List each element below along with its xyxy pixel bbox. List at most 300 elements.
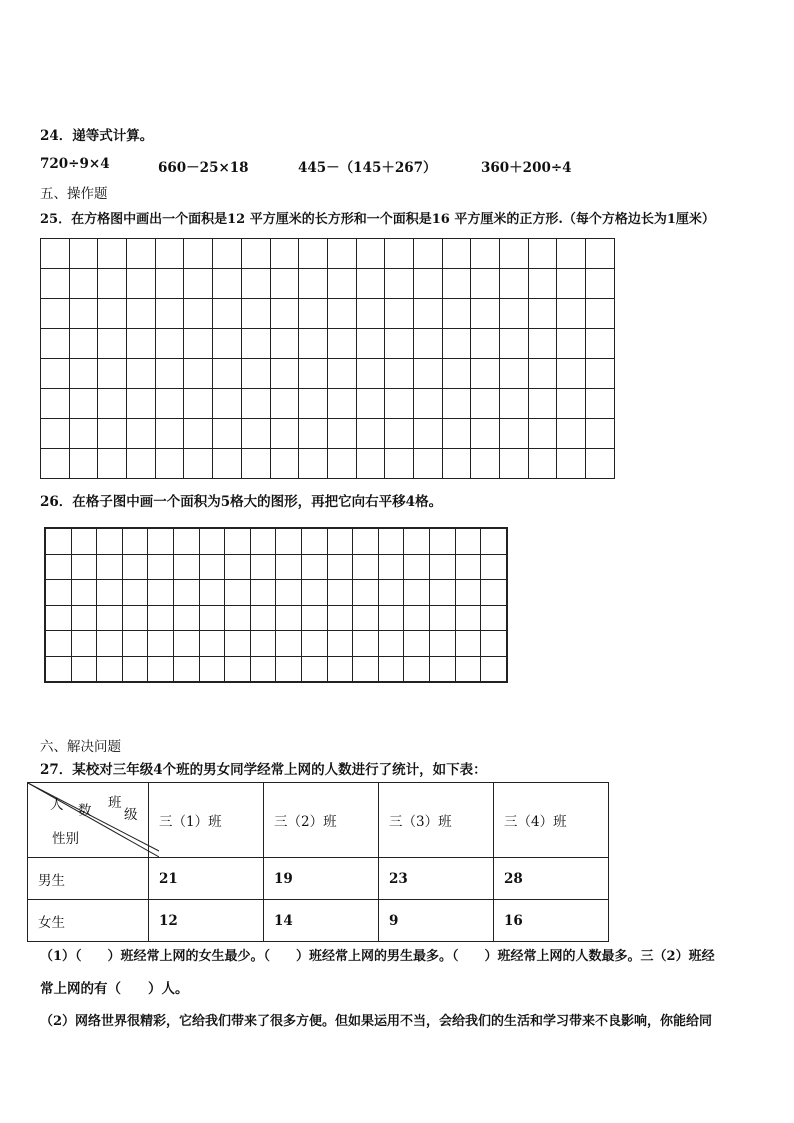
grid-cell [378, 528, 404, 554]
grid-cell [429, 528, 455, 554]
grid-cell [557, 299, 586, 329]
section-5-title: 五、操作题 [40, 186, 108, 202]
grid-cell [442, 419, 471, 449]
grid-cell [327, 580, 353, 606]
grid-cell [481, 656, 507, 682]
grid-cell [213, 449, 242, 479]
grid-cell [404, 528, 430, 554]
grid-cell [71, 528, 97, 554]
grid-cell [356, 449, 385, 479]
grid-cell [429, 580, 455, 606]
grid-cell [299, 239, 328, 269]
grid-cell [413, 329, 442, 359]
table-cell: 14 [264, 900, 379, 942]
grid-cell [500, 419, 529, 449]
grid-cell [557, 269, 586, 299]
grid-cell [213, 329, 242, 359]
grid-cell [127, 329, 156, 359]
grid-cell [429, 656, 455, 682]
grid-cell [299, 269, 328, 299]
grid-cell [586, 449, 615, 479]
grid-cell [225, 631, 251, 657]
grid-row [41, 449, 615, 479]
grid-cell [471, 239, 500, 269]
question-27-part-2: （2）网络世界很精彩，它给我们带来了很多方便。但如果运用不当，会给我们的生活和学习带来不良影响，你能给同 [40, 1014, 713, 1029]
table-cell: 9 [379, 900, 494, 942]
grid-cell [327, 329, 356, 359]
grid-cell [225, 580, 251, 606]
grid-cell [241, 239, 270, 269]
grid-cell [299, 359, 328, 389]
grid-cell [148, 605, 174, 631]
grid-row [45, 554, 507, 580]
table-cell: 23 [379, 858, 494, 900]
row-label-boys: 男生 [28, 858, 149, 900]
grid-cell [41, 419, 70, 449]
grid-cell [353, 656, 379, 682]
grid-cell [71, 605, 97, 631]
grid-cell [429, 554, 455, 580]
grid-cell [148, 631, 174, 657]
grid-cell [241, 329, 270, 359]
grid-cell [270, 389, 299, 419]
corner-label-class-b: 级 [124, 807, 138, 823]
grid-cell [404, 554, 430, 580]
grid-cell [270, 239, 299, 269]
grid-cell [356, 299, 385, 329]
grid-cell [155, 359, 184, 389]
grid-cell [148, 580, 174, 606]
grid-cell [148, 528, 174, 554]
grid-cell [385, 269, 414, 299]
grid-cell [184, 419, 213, 449]
grid-cell [353, 631, 379, 657]
grid-cell [155, 419, 184, 449]
grid-cell [97, 580, 123, 606]
corner-diagonal-lines [28, 783, 159, 858]
grid-cell [122, 605, 148, 631]
grid-cell [45, 605, 71, 631]
grid-cell [98, 389, 127, 419]
grid-cell [528, 299, 557, 329]
grid-cell [71, 580, 97, 606]
question-24-title: 24．递等式计算。 [40, 128, 154, 144]
grid-cell [404, 631, 430, 657]
grid-cell [442, 299, 471, 329]
grid-26 [44, 527, 508, 683]
grid-cell [71, 554, 97, 580]
grid-cell [429, 631, 455, 657]
grid-cell [213, 389, 242, 419]
table-header-cell: 三（2）班 [264, 783, 379, 858]
grid-cell [528, 239, 557, 269]
grid-row [41, 419, 615, 449]
grid-cell [471, 359, 500, 389]
grid-cell [155, 389, 184, 419]
grid-cell [299, 299, 328, 329]
grid-cell [98, 299, 127, 329]
grid-cell [301, 656, 327, 682]
grid-cell [97, 528, 123, 554]
grid-row [41, 299, 615, 329]
grid-cell [270, 299, 299, 329]
grid-cell [442, 329, 471, 359]
table-cell: 28 [494, 858, 609, 900]
grid-cell [213, 299, 242, 329]
grid-cell [276, 631, 302, 657]
grid-cell [199, 605, 225, 631]
grid-cell [385, 449, 414, 479]
grid-cell [299, 419, 328, 449]
table-row [28, 858, 609, 900]
grid-cell [528, 449, 557, 479]
expression-2: 660－25×18 [158, 160, 249, 176]
grid-cell [356, 329, 385, 359]
grid-cell [528, 389, 557, 419]
grid-cell [481, 631, 507, 657]
grid-cell [97, 656, 123, 682]
grid-cell [127, 419, 156, 449]
grid-cell [442, 389, 471, 419]
grid-cell [122, 528, 148, 554]
grid-cell [500, 269, 529, 299]
grid-cell [155, 269, 184, 299]
grid-cell [122, 631, 148, 657]
grid-cell [199, 631, 225, 657]
grid-cell [442, 239, 471, 269]
grid-cell [173, 528, 199, 554]
grid-cell [69, 269, 98, 299]
grid-cell [327, 554, 353, 580]
grid-cell [353, 580, 379, 606]
grid-cell [155, 239, 184, 269]
grid-cell [127, 269, 156, 299]
grid-cell [213, 239, 242, 269]
grid-cell [213, 269, 242, 299]
grid-cell [199, 656, 225, 682]
grid-cell [481, 605, 507, 631]
grid-cell [301, 528, 327, 554]
grid-cell [241, 419, 270, 449]
grid-cell [276, 605, 302, 631]
grid-cell [404, 580, 430, 606]
grid-cell [586, 239, 615, 269]
grid-row [41, 359, 615, 389]
grid-row [45, 580, 507, 606]
grid-cell [586, 299, 615, 329]
grid-cell [385, 239, 414, 269]
grid-cell [225, 605, 251, 631]
grid-cell [41, 359, 70, 389]
corner-label-class-a: 班 [108, 795, 122, 811]
grid-cell [356, 239, 385, 269]
grid-cell [327, 449, 356, 479]
grid-cell [276, 656, 302, 682]
grid-cell [98, 449, 127, 479]
grid-cell [557, 389, 586, 419]
grid-cell [241, 359, 270, 389]
grid-row [45, 528, 507, 554]
grid-cell [45, 554, 71, 580]
corner-label-people: 人 [50, 797, 64, 813]
grid-cell [455, 656, 481, 682]
grid-cell [471, 329, 500, 359]
grid-cell [471, 299, 500, 329]
grid-cell [98, 359, 127, 389]
grid-cell [353, 528, 379, 554]
table-header-row [28, 783, 609, 858]
grid-cell [378, 656, 404, 682]
grid-cell [404, 605, 430, 631]
grid-cell [276, 580, 302, 606]
grid-cell [71, 656, 97, 682]
grid-cell [250, 656, 276, 682]
question-27-part-1-line-1: （1）（ ）班经常上网的女生最少。（ ）班经常上网的男生最多。（ ）班经常上网的人数最多。三（2）班经 [40, 949, 715, 964]
grid-cell [41, 269, 70, 299]
grid-cell [213, 419, 242, 449]
grid-cell [225, 656, 251, 682]
grid-cell [500, 329, 529, 359]
grid-cell [69, 419, 98, 449]
grid-cell [98, 419, 127, 449]
grid-cell [557, 359, 586, 389]
question-26-title: 26．在格子图中画一个面积为5格大的图形，再把它向右平移4格。 [40, 494, 443, 510]
grid-cell [45, 656, 71, 682]
corner-label-count: 数 [78, 803, 92, 819]
grid-cell [586, 419, 615, 449]
grid-cell [385, 359, 414, 389]
grid-cell [155, 449, 184, 479]
grid-row [45, 656, 507, 682]
grid-cell [97, 631, 123, 657]
grid-cell [276, 554, 302, 580]
grid-row [41, 389, 615, 419]
grid-cell [327, 656, 353, 682]
grid-cell [327, 269, 356, 299]
grid-cell [500, 449, 529, 479]
table-cell: 16 [494, 900, 609, 942]
grid-cell [327, 389, 356, 419]
grid-cell [404, 656, 430, 682]
grid-cell [455, 631, 481, 657]
table-cell: 19 [264, 858, 379, 900]
grid-cell [385, 389, 414, 419]
grid-cell [184, 359, 213, 389]
grid-cell [148, 656, 174, 682]
grid-cell [327, 359, 356, 389]
statistics-table [27, 782, 609, 942]
section-6-title: 六、解决问题 [40, 739, 121, 755]
grid-cell [122, 554, 148, 580]
grid-cell [98, 329, 127, 359]
grid-cell [299, 449, 328, 479]
grid-cell [455, 528, 481, 554]
grid-cell [270, 449, 299, 479]
grid-cell [413, 239, 442, 269]
grid-cell [301, 554, 327, 580]
grid-cell [586, 269, 615, 299]
grid-cell [155, 329, 184, 359]
grid-cell [327, 605, 353, 631]
grid-cell [45, 528, 71, 554]
grid-cell [41, 239, 70, 269]
table-row [28, 900, 609, 942]
grid-cell [301, 605, 327, 631]
expression-4: 360＋200÷4 [481, 160, 572, 176]
grid-cell [413, 359, 442, 389]
grid-cell [586, 329, 615, 359]
row-label-girls: 女生 [28, 900, 149, 942]
grid-row [41, 239, 615, 269]
grid-cell [199, 554, 225, 580]
grid-cell [127, 299, 156, 329]
grid-cell [353, 605, 379, 631]
grid-cell [270, 329, 299, 359]
corner-label-gender: 性别 [52, 831, 79, 847]
grid-cell [173, 580, 199, 606]
grid-cell [199, 528, 225, 554]
grid-cell [184, 449, 213, 479]
grid-cell [69, 329, 98, 359]
grid-cell [71, 631, 97, 657]
grid-cell [213, 359, 242, 389]
grid-cell [173, 631, 199, 657]
grid-cell [378, 554, 404, 580]
grid-cell [385, 419, 414, 449]
expression-3: 445－（145＋267） [298, 160, 437, 176]
table-header-cell: 三（3）班 [379, 783, 494, 858]
grid-cell [122, 656, 148, 682]
grid-cell [413, 449, 442, 479]
grid-cell [69, 359, 98, 389]
grid-cell [471, 389, 500, 419]
grid-cell [299, 329, 328, 359]
grid-cell [41, 389, 70, 419]
grid-cell [184, 239, 213, 269]
grid-cell [586, 359, 615, 389]
grid-cell [122, 580, 148, 606]
grid-cell [241, 449, 270, 479]
grid-cell [385, 299, 414, 329]
grid-cell [455, 605, 481, 631]
grid-cell [442, 269, 471, 299]
grid-cell [173, 554, 199, 580]
grid-cell [557, 449, 586, 479]
grid-cell [97, 605, 123, 631]
grid-cell [98, 269, 127, 299]
grid-cell [557, 329, 586, 359]
grid-cell [199, 580, 225, 606]
table-header-cell: 三（4）班 [494, 783, 609, 858]
grid-cell [301, 580, 327, 606]
grid-cell [481, 580, 507, 606]
grid-cell [413, 389, 442, 419]
grid-cell [127, 449, 156, 479]
grid-cell [327, 631, 353, 657]
grid-row [41, 329, 615, 359]
grid-cell [429, 605, 455, 631]
grid-cell [45, 631, 71, 657]
grid-cell [385, 329, 414, 359]
grid-cell [148, 554, 174, 580]
grid-cell [250, 554, 276, 580]
grid-cell [586, 389, 615, 419]
grid-cell [225, 554, 251, 580]
grid-cell [356, 269, 385, 299]
grid-cell [41, 449, 70, 479]
grid-row [41, 269, 615, 299]
grid-cell [184, 329, 213, 359]
grid-cell [442, 359, 471, 389]
question-27-title: 27．某校对三年级4个班的男女同学经常上网的人数进行了统计，如下表： [40, 762, 487, 778]
grid-cell [98, 239, 127, 269]
grid-cell [173, 605, 199, 631]
question-27-part-1-line-2: 常上网的有（ ）人。 [40, 981, 189, 997]
grid-cell [184, 389, 213, 419]
question-25-title: 25．在方格图中画出一个面积是12 平方厘米的长方形和一个面积是16 平方厘米的正方形.（每个方格边长为1厘米） [40, 212, 715, 227]
grid-cell [250, 528, 276, 554]
table-cell: 12 [149, 900, 264, 942]
grid-cell [327, 419, 356, 449]
grid-cell [127, 239, 156, 269]
grid-cell [173, 656, 199, 682]
grid-cell [299, 389, 328, 419]
grid-cell [69, 449, 98, 479]
grid-cell [378, 580, 404, 606]
grid-cell [481, 528, 507, 554]
grid-cell [500, 389, 529, 419]
grid-cell [250, 631, 276, 657]
grid-cell [378, 605, 404, 631]
table-header-cell: 三（1）班 [149, 783, 264, 858]
grid-cell [327, 239, 356, 269]
grid-cell [270, 359, 299, 389]
grid-cell [250, 605, 276, 631]
table-corner-cell [28, 783, 149, 858]
grid-cell [276, 528, 302, 554]
grid-25 [40, 238, 615, 479]
grid-cell [356, 359, 385, 389]
grid-cell [557, 419, 586, 449]
grid-cell [41, 329, 70, 359]
grid-cell [356, 389, 385, 419]
grid-cell [500, 299, 529, 329]
grid-cell [184, 269, 213, 299]
grid-cell [528, 359, 557, 389]
grid-cell [250, 580, 276, 606]
grid-cell [353, 554, 379, 580]
grid-cell [471, 419, 500, 449]
grid-cell [413, 269, 442, 299]
grid-cell [270, 269, 299, 299]
grid-cell [455, 580, 481, 606]
grid-cell [45, 580, 71, 606]
grid-cell [557, 239, 586, 269]
grid-cell [69, 299, 98, 329]
grid-cell [481, 554, 507, 580]
grid-cell [241, 299, 270, 329]
grid-cell [500, 239, 529, 269]
grid-cell [270, 419, 299, 449]
grid-cell [442, 449, 471, 479]
grid-cell [301, 631, 327, 657]
grid-cell [471, 449, 500, 479]
expression-1: 720÷9×4 [40, 156, 110, 172]
grid-cell [327, 528, 353, 554]
grid-cell [241, 389, 270, 419]
grid-row [45, 631, 507, 657]
grid-cell [225, 528, 251, 554]
